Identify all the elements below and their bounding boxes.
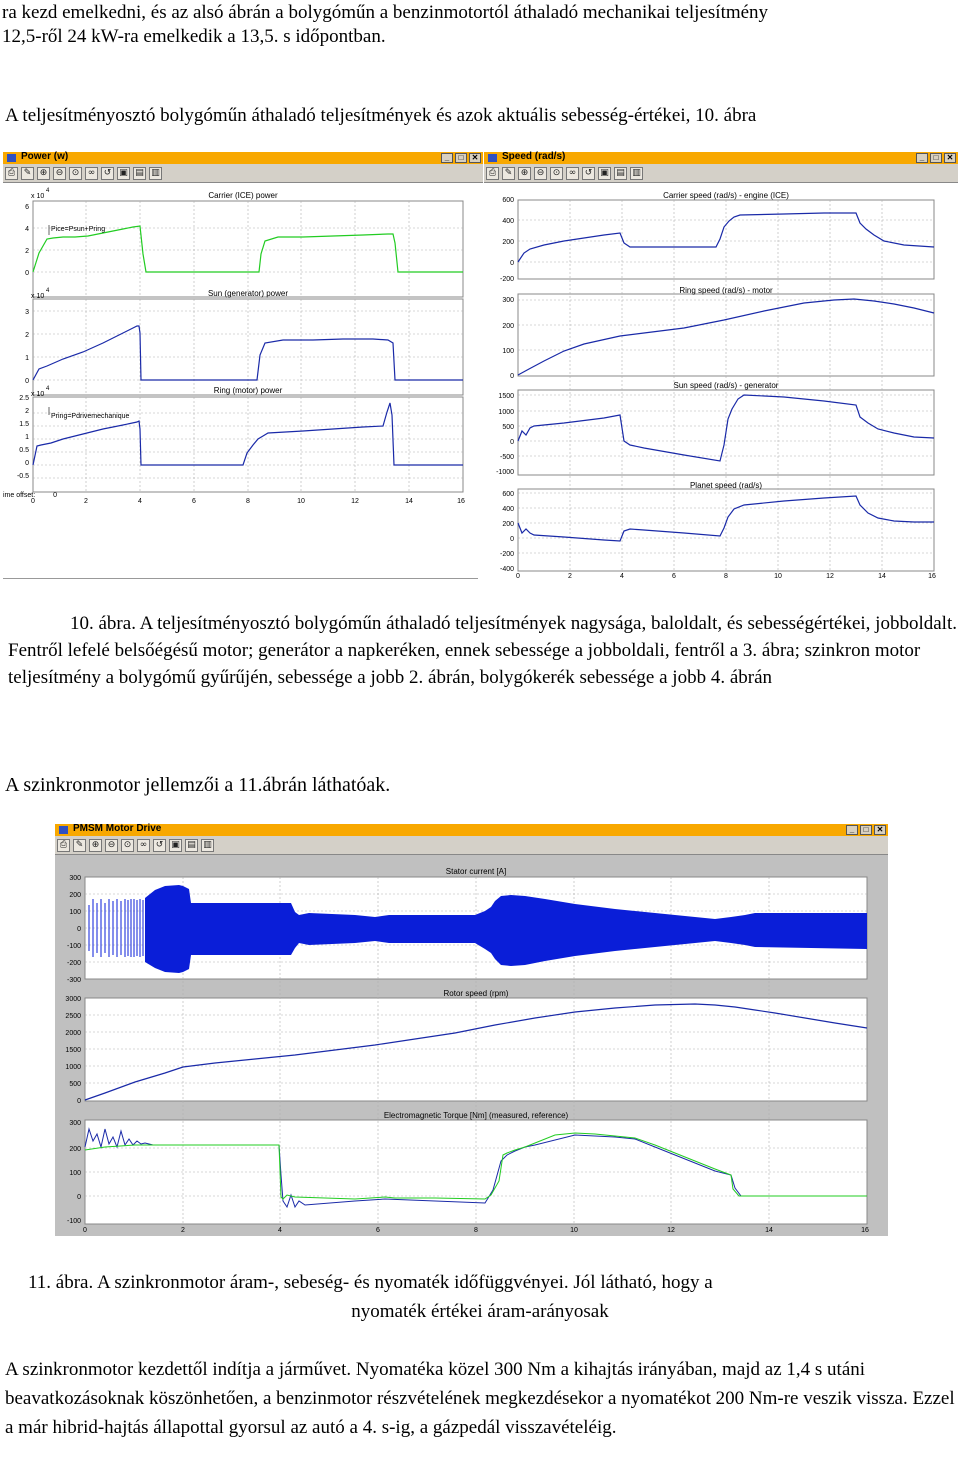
rotor-speed-ytick: 1500 <box>65 1047 81 1054</box>
sun-speed-ytick: 500 <box>502 424 514 431</box>
print-icon[interactable]: ⎙ <box>5 167 18 180</box>
ring-power-ytick: 1.5 <box>19 421 29 428</box>
rotor-speed-ytick: 3000 <box>65 996 81 1003</box>
minimize-icon[interactable]: _ <box>916 153 928 163</box>
planet-speed-ytick: -400 <box>499 566 514 573</box>
close-icon[interactable]: ✕ <box>469 153 481 163</box>
pmsm-xtick: 4 <box>278 1227 282 1234</box>
pmsm-window-toolbar <box>55 836 888 855</box>
speed-window-titlebar <box>484 152 958 164</box>
zoom-in-icon[interactable]: ⊕ <box>89 839 102 852</box>
properties-icon[interactable]: ▤ <box>614 167 627 180</box>
save-axes-icon[interactable]: ▣ <box>169 839 182 852</box>
pmsm-xtick: 2 <box>181 1227 185 1234</box>
close-icon[interactable]: ✕ <box>944 153 956 163</box>
sun-speed-ytick: 1500 <box>498 393 514 400</box>
power-window-titlebar <box>3 152 483 164</box>
speed-plots <box>484 183 958 580</box>
pmsm-xtick: 8 <box>474 1227 478 1234</box>
ring-speed-ytick: 300 <box>502 297 514 304</box>
sun-speed-title: Sun speed (rad/s) - generator <box>673 381 779 390</box>
pmsm-plots <box>55 855 888 1236</box>
ring-power-annotation: Pring=Pdrivemechanique <box>51 413 130 420</box>
zoom-x-icon[interactable]: ⊖ <box>534 167 547 180</box>
em-torque-title: Electromagnetic Torque [Nm] (measured, reference) <box>383 1111 569 1120</box>
restore-icon[interactable]: ↺ <box>101 167 114 180</box>
sun-power-ytick: 3 <box>25 309 29 316</box>
paragraph-2: A teljesítményosztó bolygóműn áthaladó teljesítmények és azok aktuális sebesség-értékei, 10. ábra <box>5 105 757 126</box>
rotor-speed-ytick: 500 <box>69 1081 81 1088</box>
zoom-in-icon[interactable]: ⊕ <box>518 167 531 180</box>
carrier-speed-ytick: 0 <box>510 260 514 267</box>
legend-icon[interactable]: ▥ <box>149 167 162 180</box>
figure-11-caption-line-1: 11. ábra. A szinkronmotor áram-, sebeség- és nyomaték időfüggvényei. Jól látható, hogy a <box>28 1272 713 1293</box>
pmsm-xtick: 10 <box>570 1227 578 1234</box>
stator-current-ytick: 100 <box>69 909 81 916</box>
stator-current-ytick: 0 <box>77 926 81 933</box>
carrier-power-exponent-power: 4 <box>46 188 50 194</box>
zoom-y-icon[interactable]: ⊙ <box>121 839 134 852</box>
edit-icon[interactable]: ✎ <box>21 167 34 180</box>
time-offset-label: ime offset: <box>3 492 36 499</box>
restore-icon[interactable]: ↺ <box>582 167 595 180</box>
speed-xtick: 10 <box>774 573 782 580</box>
figure-11-caption-line-2: nyomaték értékei áram-arányosak <box>351 1301 609 1322</box>
binoculars-icon[interactable]: ∞ <box>137 839 150 852</box>
stator-current-ytick: 200 <box>69 892 81 899</box>
save-axes-icon[interactable]: ▣ <box>117 167 130 180</box>
stator-current-ytick: -300 <box>66 977 81 984</box>
time-offset-value: 0 <box>53 492 58 499</box>
zoom-y-icon[interactable]: ⊙ <box>69 167 82 180</box>
pmsm-xtick: 12 <box>667 1227 675 1234</box>
ring-power-exponent: x 10 <box>31 391 45 398</box>
zoom-x-icon[interactable]: ⊖ <box>105 839 118 852</box>
power-window-title: Power (w) <box>21 151 69 162</box>
power-xtick: 16 <box>457 498 465 505</box>
planet-speed-ytick: 600 <box>502 491 514 498</box>
minimize-icon[interactable]: _ <box>846 825 858 835</box>
carrier-power-ytick: 6 <box>25 204 29 211</box>
speed-window-title: Speed (rad/s) <box>502 151 566 162</box>
pmsm-xtick: 16 <box>861 1227 869 1234</box>
planet-speed-ytick: 200 <box>502 521 514 528</box>
paragraph-1-line-1: ra kezd emelkedni, és az alsó ábrán a bolygóműn a benzinmotortól áthaladó mechanikai teljesítmény <box>2 2 769 23</box>
binoculars-icon[interactable]: ∞ <box>85 167 98 180</box>
carrier-speed-ytick: 200 <box>502 239 514 246</box>
matlab-window-icon <box>488 154 497 162</box>
ring-power-ytick: 0 <box>25 460 29 467</box>
speed-xtick: 6 <box>672 573 676 580</box>
rotor-speed-ytick: 1000 <box>65 1064 81 1071</box>
pmsm-window-title: PMSM Motor Drive <box>73 823 162 834</box>
minimize-icon[interactable]: _ <box>441 153 453 163</box>
carrier-speed-ytick: -200 <box>499 276 514 283</box>
em-torque-ytick: -100 <box>66 1218 81 1225</box>
figure-10-caption: 10. ábra. A teljesítményosztó bolygóműn áthaladó teljesítmények nagysága, baloldalt, és sebességértékei, jobboldalt. Fentről lefelé belsőégésű motor; generátor a napkeréken, ennek sebessége a jobboldali, fentről a 3. ábra; szinkron motor teljesítmény a bolygómű gyűrűjén, sebessége a jobb 2. ábrán, bolygókerék sebessége a jobb 4. ábrán <box>8 613 957 688</box>
power-plots <box>3 183 483 507</box>
sun-power-exponent-power: 4 <box>46 288 50 294</box>
carrier-speed-ytick: 400 <box>502 218 514 225</box>
em-torque-ytick: 0 <box>77 1194 81 1201</box>
stator-current-ytick: -200 <box>66 960 81 967</box>
power-xtick: 4 <box>138 498 142 505</box>
sun-power-ytick: 0 <box>25 378 29 385</box>
em-torque-ytick: 200 <box>69 1146 81 1153</box>
power-xtick: 12 <box>351 498 359 505</box>
planet-speed-ytick: -200 <box>499 551 514 558</box>
carrier-power-ytick: 0 <box>25 270 29 277</box>
power-xtick: 14 <box>405 498 413 505</box>
stator-current-ytick: -100 <box>66 943 81 950</box>
power-xtick: 2 <box>84 498 88 505</box>
matlab-window-icon <box>59 826 68 834</box>
sun-speed-ytick: -1000 <box>496 469 514 476</box>
speed-xtick: 2 <box>568 573 572 580</box>
matlab-window-icon <box>7 154 16 162</box>
planet-speed-ytick: 400 <box>502 506 514 513</box>
carrier-power-ytick: 2 <box>25 248 29 255</box>
sun-power-title: Sun (generator) power <box>207 289 289 298</box>
rotor-speed-ytick: 2000 <box>65 1030 81 1037</box>
save-axes-icon[interactable]: ▣ <box>598 167 611 180</box>
ring-speed-ytick: 200 <box>502 323 514 330</box>
em-torque-ytick: 100 <box>69 1170 81 1177</box>
pmsm-window <box>55 824 888 1236</box>
edit-icon[interactable]: ✎ <box>73 839 86 852</box>
legend-icon[interactable]: ▥ <box>630 167 643 180</box>
carrier-power-title: Carrier (ICE) power <box>208 191 278 200</box>
ring-power-ytick: 2 <box>25 408 29 415</box>
zoom-in-icon[interactable]: ⊕ <box>37 167 50 180</box>
paragraph-1-line-2: 12,5-ről 24 kW-ra emelkedik a 13,5. s időpontban. <box>2 26 386 47</box>
pmsm-window-titlebar <box>55 824 888 836</box>
binoculars-icon[interactable]: ∞ <box>566 167 579 180</box>
carrier-speed-ytick: 600 <box>502 197 514 204</box>
ring-power-ytick: 1 <box>25 434 29 441</box>
sun-speed-ytick: 1000 <box>498 409 514 416</box>
ring-speed-ytick: 0 <box>510 373 514 380</box>
properties-icon[interactable]: ▤ <box>133 167 146 180</box>
print-icon[interactable]: ⎙ <box>57 839 70 852</box>
speed-xtick: 8 <box>724 573 728 580</box>
carrier-power-ytick: 4 <box>25 226 29 233</box>
planet-speed-title: Planet speed (rad/s) <box>689 481 763 490</box>
speed-xtick: 12 <box>826 573 834 580</box>
properties-icon[interactable]: ▤ <box>185 839 198 852</box>
rotor-speed-title: Rotor speed (rpm) <box>443 989 509 998</box>
sun-speed-ytick: 0 <box>510 439 514 446</box>
speed-window <box>484 152 958 580</box>
power-window-toolbar <box>3 164 483 183</box>
sun-power-exponent: x 10 <box>31 293 45 300</box>
speed-xtick: 4 <box>620 573 624 580</box>
speed-xtick: 16 <box>928 573 936 580</box>
maximize-icon[interactable]: □ <box>455 153 467 163</box>
carrier-power-annotation: Pice=Psun+Pring <box>51 226 106 233</box>
sun-speed-ytick: -500 <box>499 454 514 461</box>
figure-bottom-rule <box>3 578 478 579</box>
em-torque-ytick: 300 <box>69 1120 81 1127</box>
carrier-speed-title: Carrier speed (rad/s) - engine (ICE) <box>663 191 789 200</box>
pmsm-xtick: 6 <box>376 1227 380 1234</box>
stator-current-title: Stator current [A] <box>445 867 507 876</box>
paragraph-3: A szinkronmotor jellemzői a 11.ábrán láthatóak. <box>5 774 391 796</box>
stator-current-ytick: 300 <box>69 875 81 882</box>
speed-window-toolbar <box>484 164 958 183</box>
close-icon[interactable]: ✕ <box>874 825 886 835</box>
restore-icon[interactable]: ↺ <box>153 839 166 852</box>
ring-power-ytick: -0.5 <box>16 473 29 480</box>
legend-icon[interactable]: ▥ <box>201 839 214 852</box>
ring-power-ytick: 0.5 <box>19 447 29 454</box>
paragraph-4: A szinkronmotor kezdettől indítja a járművet. Nyomatéka közel 300 Nm a kihajtás irányában, majd az 1,4 s utáni beavatkozásoknak köszönhetően, a benzinmotor részvételének megkezdésekor a nyomatékot 200 Nm-re veszik vissza. Ezzel a már hibrid-hajtás állapottal gyorsul az autó a 4. s-ig, a gázpedál visszavételéig. <box>5 1359 955 1438</box>
ring-speed-ytick: 100 <box>502 348 514 355</box>
power-window <box>3 152 483 507</box>
sun-power-ytick: 1 <box>25 355 29 362</box>
power-xtick: 8 <box>246 498 250 505</box>
ring-power-ytick: 2.5 <box>19 395 29 402</box>
zoom-x-icon[interactable]: ⊖ <box>53 167 66 180</box>
speed-xtick: 14 <box>878 573 886 580</box>
zoom-y-icon[interactable]: ⊙ <box>550 167 563 180</box>
edit-icon[interactable]: ✎ <box>502 167 515 180</box>
ring-power-title: Ring (motor) power <box>213 386 283 395</box>
pmsm-xtick: 14 <box>765 1227 773 1234</box>
maximize-icon[interactable]: □ <box>860 825 872 835</box>
power-xtick: 10 <box>297 498 305 505</box>
power-xtick: 0 <box>31 498 35 505</box>
carrier-power-exponent: x 10 <box>31 193 45 200</box>
ring-speed-title: Ring speed (rad/s) - motor <box>679 286 773 295</box>
maximize-icon[interactable]: □ <box>930 153 942 163</box>
rotor-speed-ytick: 2500 <box>65 1013 81 1020</box>
planet-speed-ytick: 0 <box>510 536 514 543</box>
ring-power-exponent-power: 4 <box>46 386 50 392</box>
rotor-speed-ytick: 0 <box>77 1098 81 1105</box>
power-xtick: 6 <box>192 498 196 505</box>
speed-xtick: 0 <box>516 573 520 580</box>
print-icon[interactable]: ⎙ <box>486 167 499 180</box>
sun-power-ytick: 2 <box>25 332 29 339</box>
pmsm-xtick: 0 <box>83 1227 87 1234</box>
